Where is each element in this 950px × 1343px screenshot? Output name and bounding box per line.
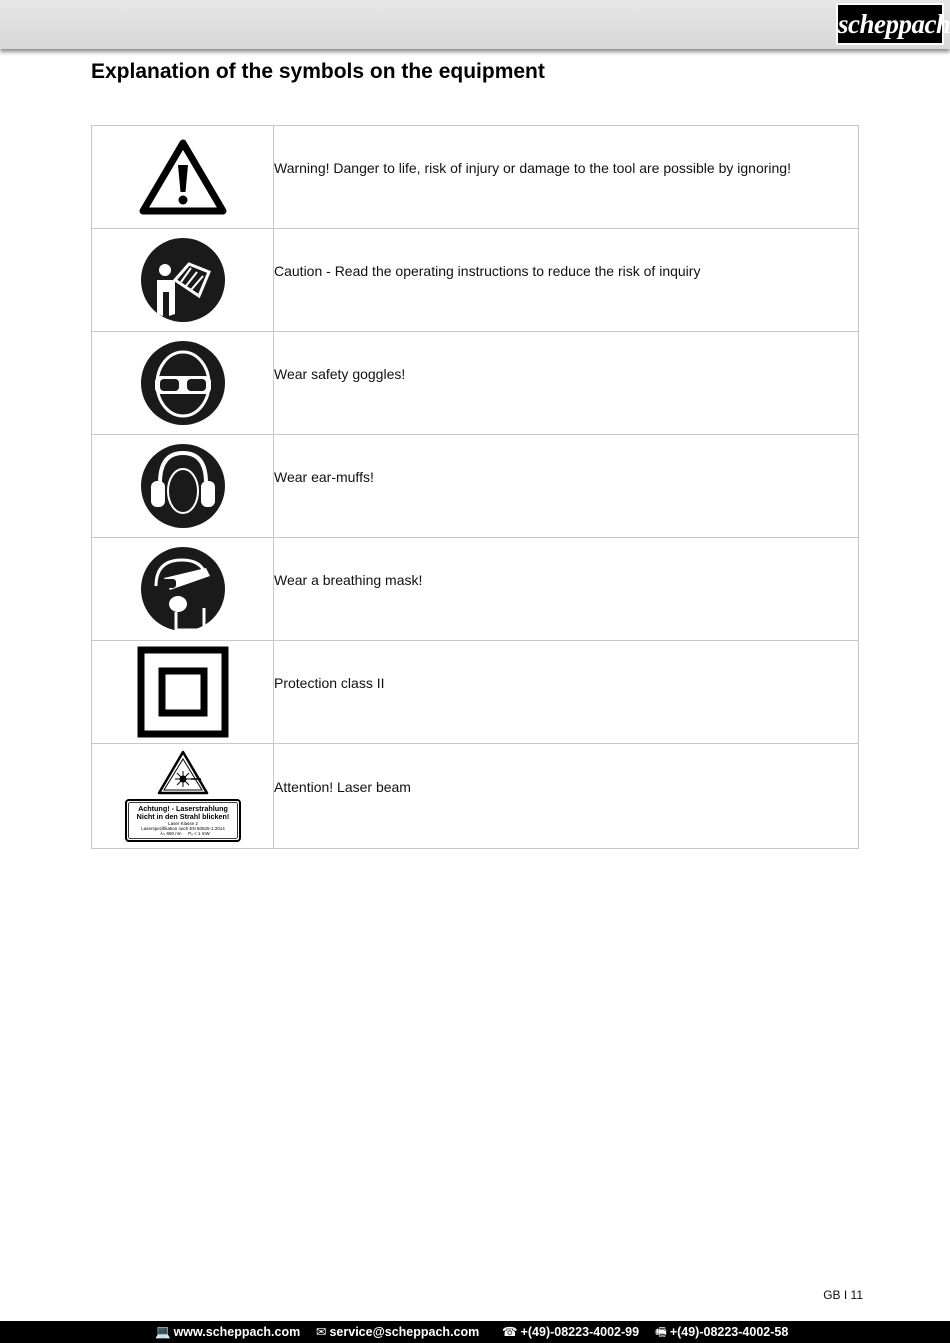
footer-bar <box>0 1321 950 1343</box>
safety-goggles-icon <box>140 340 226 426</box>
table-row <box>92 126 859 229</box>
mail-icon: ✉ <box>316 1325 327 1339</box>
table-row <box>92 435 859 538</box>
symbols-table <box>91 125 859 849</box>
symbol-description: Warning! Danger to life, risk of injury or damage to the tool are possible by ignoring! <box>274 160 791 176</box>
fax-icon: 🖷 <box>655 1325 667 1339</box>
page-number: GB I 11 <box>823 1288 863 1302</box>
footer-fax <box>655 1321 788 1343</box>
symbol-description: Protection class II <box>274 675 385 691</box>
footer-email-text: service@scheppach.com <box>329 1325 480 1339</box>
ear-muffs-icon <box>140 443 226 529</box>
header-band <box>0 0 950 49</box>
computer-icon: 💻 <box>155 1325 171 1339</box>
breathing-mask-icon <box>140 546 226 632</box>
laser-label-line4: Laserspezifikation nach EN 60825-1:2014 <box>140 826 225 831</box>
warning-triangle-icon <box>138 137 228 217</box>
laser-label-line3: Laser Klasse 2 <box>167 821 198 826</box>
page-title: Explanation of the symbols on the equipment <box>91 60 545 83</box>
table-row <box>92 641 859 744</box>
symbol-description: Wear ear-muffs! <box>274 469 374 485</box>
laser-label-line1: Achtung! - Laserstrahlung <box>137 804 228 813</box>
laser-label-wavelength: λ= 650 nm <box>159 831 182 836</box>
footer-website-text: www.scheppach.com <box>173 1325 301 1339</box>
laser-label-line2: Nicht in den Strahl blicken! <box>136 812 229 821</box>
footer-fax-text: +(49)-08223-4002-58 <box>669 1325 789 1339</box>
protection-class-ii-icon <box>137 646 229 738</box>
table-row <box>92 332 859 435</box>
laser-warning-icon <box>125 749 241 843</box>
symbol-description: Attention! Laser beam <box>274 779 411 795</box>
footer-email[interactable] <box>316 1321 479 1343</box>
read-manual-icon <box>139 236 227 324</box>
footer-phone-text: +(49)-08223-4002-99 <box>520 1325 640 1339</box>
phone-icon: ☎ <box>502 1325 518 1339</box>
symbol-description: Wear a breathing mask! <box>274 572 423 588</box>
footer-website[interactable] <box>155 1321 300 1343</box>
table-row <box>92 744 859 849</box>
symbol-description: Caution - Read the operating instructions to reduce the risk of inquiry <box>274 263 701 279</box>
symbol-description: Wear safety goggles! <box>274 366 406 382</box>
table-row <box>92 229 859 332</box>
scheppach-logo: scheppach <box>836 3 944 45</box>
footer-phone <box>502 1321 639 1343</box>
laser-label-power: Pₒ < 1 mW <box>187 831 210 836</box>
table-row <box>92 538 859 641</box>
